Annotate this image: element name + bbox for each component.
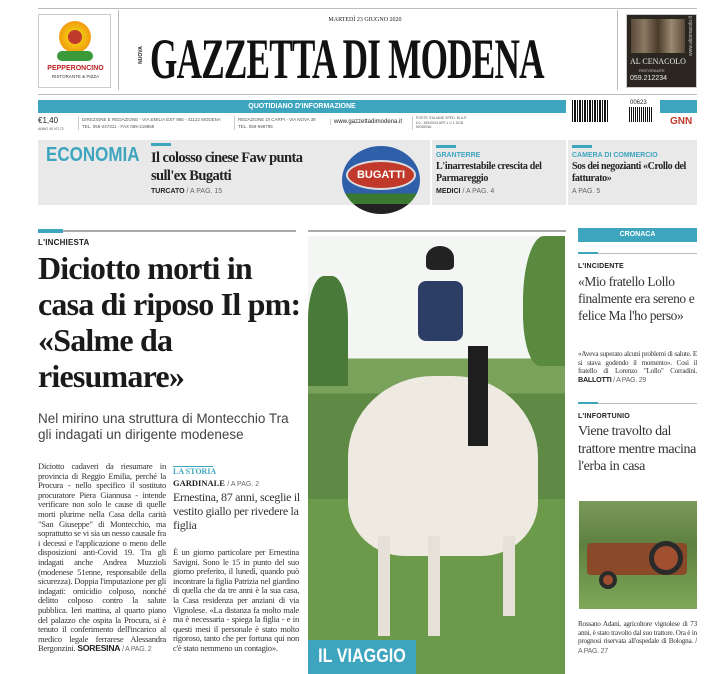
- ad-right-phone: 059.212234: [630, 75, 667, 82]
- granterre-kicker: GRANTERRE: [436, 152, 481, 159]
- nuova-label: NUOVA: [137, 46, 144, 64]
- photo-caption-box: [308, 640, 416, 674]
- horse: [348, 376, 538, 556]
- ad-right-brand: AL CENACOLO: [630, 57, 686, 66]
- rider: [418, 281, 463, 341]
- barcode: [572, 100, 608, 122]
- lead-subhead: Nel mirino una struttura di Montecchio Tra gli indagati un dirigente modenese: [38, 411, 289, 442]
- economia-byline: TURCATO / A PAG. 15: [151, 188, 223, 195]
- bugatti-logo: BUGATTI: [346, 160, 416, 190]
- barcode-addon: [629, 107, 653, 122]
- bugatti-image: [342, 146, 420, 214]
- storia-kicker: LA STORIA: [173, 467, 217, 476]
- ad-left[interactable]: [38, 14, 111, 88]
- cronaca-label: CRONACA: [619, 231, 656, 238]
- ad-left-sub: RISTORANTE & PIZZA: [51, 74, 100, 79]
- tree: [308, 276, 348, 386]
- bottles-image: [631, 19, 685, 53]
- accent-bar: [38, 229, 63, 233]
- story1-kicker: L'INCIDENTE: [578, 263, 624, 270]
- rule: [308, 230, 566, 232]
- story2-body: Rossano Adani, agricoltore vignolese di 73 anni, è stato travolto dal suo trattore. Ora è in prognosi riservata all'ospedale di Bologna. / A PAG. 27: [578, 620, 697, 655]
- carpi-address: REDAZIONE DI CARPI - VIA NOVA 38: [238, 117, 316, 122]
- ad-right-sub: RISTORANTE: [639, 68, 665, 73]
- photo-caption: IL VIAGGIO: [318, 646, 406, 667]
- granterre-box[interactable]: [432, 140, 566, 205]
- helmet: [426, 246, 454, 270]
- accent-bar: [436, 145, 456, 148]
- story1-headline[interactable]: «Mio fratello Lollo finalmente era sereno e felice Ma l'ho perso»: [578, 274, 695, 323]
- accent-bar: [151, 143, 171, 146]
- divider: [617, 10, 618, 90]
- gnn-logo: GNN: [670, 116, 693, 127]
- rider-boot: [468, 346, 488, 446]
- divider: [118, 10, 119, 90]
- tagline-bar: [38, 100, 566, 113]
- storia-body: È un giorno particolare per Ernestina Savigni. Sono le 15 in punto del suo giorno preferito, il lunedì, quando può incontrare la figlia Patrizia nel giardino di quella che da tre anni è la sua casa, la Casa residenza per anziani di via Vignolese. «La distanza fa molto male ma è necessaria - spiega la figlia - e in questi mesi il personale è stato molto rigoroso, tanto che per fortuna qui non c'è stato nemmeno un contagio».: [173, 547, 299, 653]
- story2-kicker: L'INFORTUNIO: [578, 413, 630, 420]
- rule: [38, 230, 296, 232]
- accent-bar: [572, 145, 592, 148]
- direzione-info: [78, 116, 228, 130]
- ad-left-brand: PEPPERONCINO: [47, 65, 104, 72]
- price-note: ANNO 40 N°172: [38, 127, 64, 131]
- direzione-address: DIREZIONE E REDAZIONE - VIA EMILIA EST 985 - 41122 MODENA: [82, 117, 221, 122]
- camera-headline: Sos dei negozianti «Crollo del fatturato»: [572, 161, 686, 184]
- story2-headline[interactable]: Viene travolto dal trattore mentre macina l'erba in casa: [578, 424, 696, 474]
- tractor-photo: [579, 501, 697, 609]
- date: MARTEDÌ 23 GIUGNO 2020: [328, 17, 402, 23]
- lead-body: Diciotto cadaveri da riesumare in provincia di Reggio Emilia, perché la Procura - nello specifico il sostituto procuratore Piera Giannusa - intende verificare non solo le cause di quelle morti plurime nella Casa della carità "San Giuseppe" di Montecchio, ma soprattutto se vi sia un nesso causale fra i decessi e l'applicazione o meno delle disposizioni anti-Covid 19. Tra gli indagati anche Andrea Muzzioli (modenese 51enne, responsabile della sicurezza). Doppia l'imputazione per gli indagati: omicidio colposo, nonché delitto colposo contro la salute pubblica. Ieri mattina, al quarto piano del palazzo che ospita la Procura, si è tenuto il conferimento dell'incarico al medico legale ferrarese Alessandra Bergonzini. SORESINA / A PAG. 2: [38, 461, 166, 654]
- postal-info: POSTE ITALIANE SPED. IN A.P. D.L. 353/2003 ART.1 C.1 DCB MODENA: [412, 116, 472, 130]
- storia-byline: GARDINALE / A PAG. 2: [173, 478, 260, 488]
- accent-bar: [578, 402, 598, 404]
- tree: [523, 236, 565, 366]
- horse-rider-photo: [308, 236, 565, 674]
- rule: [38, 94, 697, 95]
- camera-kicker: CAMERA DI COMMERCIO: [572, 152, 658, 159]
- tagline: QUOTIDIANO D'INFORMAZIONE: [248, 103, 356, 110]
- accent-bar: [578, 252, 598, 254]
- granterre-headline: L'inarrestabile crescita del Parmareggio: [436, 161, 542, 184]
- lead-kicker: L'INCHIESTA: [38, 238, 90, 247]
- carpi-info: [234, 116, 324, 130]
- top-rule: [38, 8, 697, 9]
- ad-right-site: www.alcenacolo.it: [687, 16, 694, 56]
- teal-block: [660, 100, 697, 113]
- newspaper-title[interactable]: GAZZETTA DI MODENA: [150, 27, 544, 91]
- barcode-number: 00623: [630, 100, 647, 106]
- sun-icon: [59, 21, 91, 53]
- camera-box[interactable]: [568, 140, 697, 205]
- horse-leg: [428, 536, 440, 636]
- story1-body: «Aveva superato alcuni problemi di salute. E si stava godendo il momento». Così il fratello di Lorenzo "Lollo" Corradini. BALLOTTI / A PAG. 29: [578, 350, 697, 384]
- direzione-tel: TEL. 059-247311 - FAX 059-218869: [82, 124, 155, 129]
- tractor-wheel: [599, 571, 617, 589]
- storia-headline[interactable]: Ernestina, 87 anni, sceglie il vestito giallo per rivedere la figlia: [173, 490, 300, 532]
- cronaca-section[interactable]: [578, 228, 697, 242]
- tractor-wheel: [649, 541, 683, 575]
- lead-headline[interactable]: Diciotto morti in casa di riposo Il pm: «Salme da riesumare»: [38, 250, 301, 394]
- horse-leg: [378, 536, 390, 636]
- horse-leg: [503, 536, 515, 616]
- website-link[interactable]: www.gazzettadimodena.it: [330, 119, 402, 125]
- camera-page: A PAG. 5: [572, 188, 601, 195]
- pepper-icon: [57, 51, 93, 61]
- economia-headline: Il colosso cinese Faw punta sull'ex Bugatti: [151, 150, 303, 184]
- carpi-tel: TEL. 059-698795: [238, 124, 273, 129]
- price: €1,40: [38, 116, 59, 125]
- granterre-byline: MEDICI / A PAG. 4: [436, 188, 495, 195]
- economia-section: ECONOMIA: [46, 144, 140, 166]
- ad-right[interactable]: [626, 14, 697, 88]
